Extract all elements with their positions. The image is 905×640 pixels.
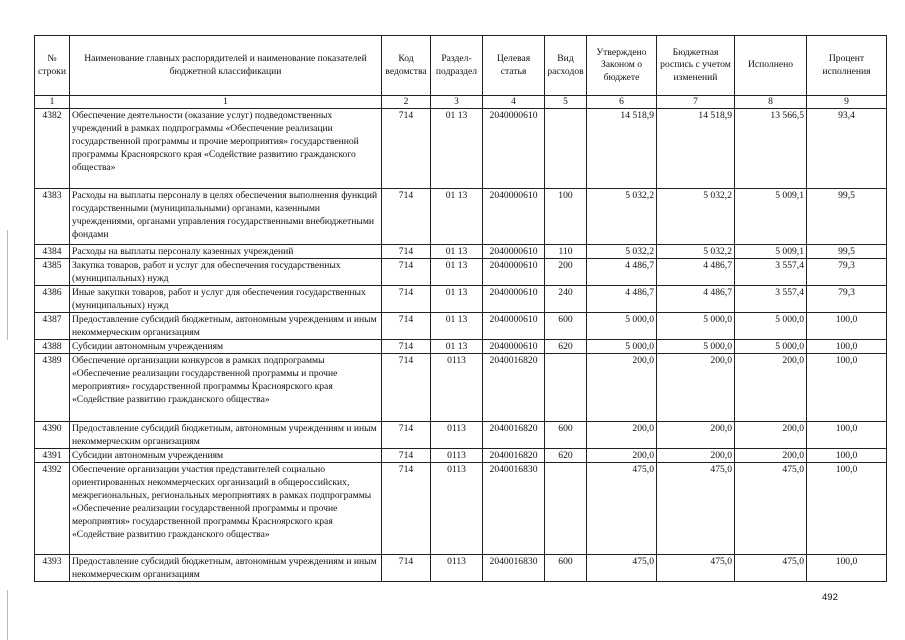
row-target-article: 2040016830 (483, 463, 545, 555)
row-schedule: 5 000,0 (657, 313, 735, 340)
row-executed: 13 566,5 (735, 109, 807, 189)
header-row (35, 36, 887, 96)
row-executed: 3 557,4 (735, 259, 807, 286)
row-dept-code: 714 (382, 555, 431, 582)
table-row (35, 555, 887, 582)
row-dept-code: 714 (382, 449, 431, 463)
column-number-row (35, 96, 887, 109)
table-row (35, 354, 887, 422)
row-dept-code: 714 (382, 354, 431, 422)
row-expense-type: 600 (545, 555, 587, 582)
column-number: 3 (431, 96, 483, 109)
row-approved: 14 518,9 (587, 109, 657, 189)
row-name: Предоставление субсидий бюджетным, автономным учреждениям и иным некоммерческим организациям (70, 313, 382, 340)
row-executed: 5 000,0 (735, 340, 807, 354)
table-row (35, 340, 887, 354)
row-section: 01 13 (431, 286, 483, 313)
row-expense-type: 600 (545, 313, 587, 340)
row-schedule: 14 518,9 (657, 109, 735, 189)
row-schedule: 200,0 (657, 422, 735, 449)
row-percent: 100,0 (807, 449, 887, 463)
row-section: 0113 (431, 463, 483, 555)
row-section: 01 13 (431, 259, 483, 286)
row-target-article: 2040000610 (483, 313, 545, 340)
column-number: 1 (70, 96, 382, 109)
column-number: 5 (545, 96, 587, 109)
row-target-article: 2040000610 (483, 109, 545, 189)
row-expense-type (545, 463, 587, 555)
row-target-article: 2040016820 (483, 354, 545, 422)
row-percent: 99,5 (807, 245, 887, 259)
row-name: Расходы на выплаты персоналу в целях обеспечения выполнения функций государственными (муниципальными) органами, казенными учреждениями, органами управления государственными внебюджетными фондами (70, 189, 382, 245)
row-approved: 200,0 (587, 422, 657, 449)
row-executed: 5 000,0 (735, 313, 807, 340)
row-name: Расходы на выплаты персоналу казенных учреждений (70, 245, 382, 259)
table-row (35, 463, 887, 555)
row-percent: 100,0 (807, 354, 887, 422)
header-percent: Процент исполнения (807, 36, 887, 96)
column-number: 1 (35, 96, 70, 109)
row-dept-code: 714 (382, 313, 431, 340)
row-dept-code: 714 (382, 109, 431, 189)
row-number: 4388 (35, 340, 70, 354)
row-name: Закупка товаров, работ и услуг для обеспечения государственных (муниципальных) нужд (70, 259, 382, 286)
row-target-article: 2040000610 (483, 245, 545, 259)
row-executed: 5 009,1 (735, 189, 807, 245)
row-expense-type (545, 109, 587, 189)
row-section: 0113 (431, 555, 483, 582)
header-executed: Исполнено (735, 36, 807, 96)
row-section: 01 13 (431, 340, 483, 354)
row-target-article: 2040000610 (483, 286, 545, 313)
row-number: 4390 (35, 422, 70, 449)
row-schedule: 4 486,7 (657, 286, 735, 313)
table-row (35, 259, 887, 286)
row-percent: 100,0 (807, 340, 887, 354)
column-number: 4 (483, 96, 545, 109)
row-percent: 79,3 (807, 286, 887, 313)
column-number: 6 (587, 96, 657, 109)
header-name: Наименование главных распорядителей и наименование показателей бюджетной классификации (70, 36, 382, 96)
table-row (35, 313, 887, 340)
row-expense-type: 600 (545, 422, 587, 449)
row-dept-code: 714 (382, 189, 431, 245)
row-approved: 200,0 (587, 354, 657, 422)
row-percent: 100,0 (807, 555, 887, 582)
row-approved: 5 032,2 (587, 189, 657, 245)
row-executed: 475,0 (735, 555, 807, 582)
row-approved: 5 000,0 (587, 340, 657, 354)
row-percent: 100,0 (807, 313, 887, 340)
row-executed: 200,0 (735, 449, 807, 463)
row-number: 4386 (35, 286, 70, 313)
budget-execution-table (34, 35, 887, 582)
row-target-article: 2040000610 (483, 259, 545, 286)
row-executed: 200,0 (735, 354, 807, 422)
table-row (35, 109, 887, 189)
row-schedule: 200,0 (657, 449, 735, 463)
row-dept-code: 714 (382, 463, 431, 555)
table-row (35, 189, 887, 245)
row-percent: 99,5 (807, 189, 887, 245)
row-expense-type: 620 (545, 340, 587, 354)
row-number: 4392 (35, 463, 70, 555)
page-number: 492 (822, 592, 838, 603)
row-target-article: 2040016820 (483, 422, 545, 449)
row-expense-type: 200 (545, 259, 587, 286)
row-name: Предоставление субсидий бюджетным, автономным учреждениям и иным некоммерческим организациям (70, 555, 382, 582)
row-name: Предоставление субсидий бюджетным, автономным учреждениям и иным некоммерческим организациям (70, 422, 382, 449)
row-approved: 4 486,7 (587, 259, 657, 286)
row-expense-type: 620 (545, 449, 587, 463)
row-schedule: 475,0 (657, 463, 735, 555)
row-schedule: 5 032,2 (657, 245, 735, 259)
row-schedule: 5 000,0 (657, 340, 735, 354)
row-target-article: 2040000610 (483, 340, 545, 354)
row-number: 4382 (35, 109, 70, 189)
row-expense-type (545, 354, 587, 422)
header-section: Раздел-подраздел (431, 36, 483, 96)
row-percent: 100,0 (807, 463, 887, 555)
column-number: 7 (657, 96, 735, 109)
header-approved: Утверждено Законом о бюджете (587, 36, 657, 96)
row-number: 4384 (35, 245, 70, 259)
row-name: Обеспечение деятельности (оказание услуг) подведомственных учреждений в рамках подпрограммы «Обеспечение реализации государственной программы и прочие мероприятия» государственной программы Красноярского края «Содействие развитию гражданского общества» (70, 109, 382, 189)
row-number: 4389 (35, 354, 70, 422)
row-section: 0113 (431, 449, 483, 463)
row-expense-type: 240 (545, 286, 587, 313)
row-section: 01 13 (431, 109, 483, 189)
column-number: 8 (735, 96, 807, 109)
row-target-article: 2040016820 (483, 449, 545, 463)
row-approved: 4 486,7 (587, 286, 657, 313)
row-schedule: 5 032,2 (657, 189, 735, 245)
row-dept-code: 714 (382, 286, 431, 313)
row-dept-code: 714 (382, 340, 431, 354)
row-dept-code: 714 (382, 259, 431, 286)
row-percent: 93,4 (807, 109, 887, 189)
row-number: 4387 (35, 313, 70, 340)
scan-margin-line (7, 230, 8, 340)
header-budget-schedule: Бюджетная роспись с учетом изменений (657, 36, 735, 96)
header-target-article: Целевая статья (483, 36, 545, 96)
table-row (35, 286, 887, 313)
table-row (35, 449, 887, 463)
row-dept-code: 714 (382, 422, 431, 449)
row-target-article: 2040016830 (483, 555, 545, 582)
row-name: Обеспечение организации участия представителей социально ориентированных некоммерческих организаций в общероссийских, межрегиональных, региональных мероприятиях в рамках подпрограммы «Обеспечение реализации государственной программы и прочие мероприятия» государственной программы Красноярского края «Содействие развитию гражданского общества» (70, 463, 382, 555)
row-executed: 5 009,1 (735, 245, 807, 259)
row-number: 4391 (35, 449, 70, 463)
column-number: 9 (807, 96, 887, 109)
row-expense-type: 100 (545, 189, 587, 245)
row-name: Иные закупки товаров, работ и услуг для обеспечения государственных (муниципальных) нужд (70, 286, 382, 313)
row-schedule: 4 486,7 (657, 259, 735, 286)
column-number: 2 (382, 96, 431, 109)
header-expense-type: Вид расходов (545, 36, 587, 96)
row-approved: 5 000,0 (587, 313, 657, 340)
row-percent: 100,0 (807, 422, 887, 449)
row-name: Субсидии автономным учреждениям (70, 449, 382, 463)
row-number: 4383 (35, 189, 70, 245)
row-dept-code: 714 (382, 245, 431, 259)
row-section: 0113 (431, 354, 483, 422)
row-section: 01 13 (431, 189, 483, 245)
row-section: 0113 (431, 422, 483, 449)
row-schedule: 200,0 (657, 354, 735, 422)
row-number: 4393 (35, 555, 70, 582)
row-approved: 5 032,2 (587, 245, 657, 259)
row-name: Субсидии автономным учреждениям (70, 340, 382, 354)
header-row-no: № строки (35, 36, 70, 96)
row-number: 4385 (35, 259, 70, 286)
row-executed: 475,0 (735, 463, 807, 555)
scan-margin-line (7, 590, 8, 640)
row-executed: 3 557,4 (735, 286, 807, 313)
row-section: 01 13 (431, 313, 483, 340)
row-executed: 200,0 (735, 422, 807, 449)
header-dept-code: Код ведомства (382, 36, 431, 96)
row-section: 01 13 (431, 245, 483, 259)
row-approved: 200,0 (587, 449, 657, 463)
row-percent: 79,3 (807, 259, 887, 286)
row-name: Обеспечение организации конкурсов в рамках подпрограммы «Обеспечение реализации государственной программы и прочие мероприятия» государственной программы Красноярского края «Содействие развитию гражданского общества» (70, 354, 382, 422)
row-expense-type: 110 (545, 245, 587, 259)
row-approved: 475,0 (587, 555, 657, 582)
table-row (35, 422, 887, 449)
row-approved: 475,0 (587, 463, 657, 555)
row-target-article: 2040000610 (483, 189, 545, 245)
table-row (35, 245, 887, 259)
row-schedule: 475,0 (657, 555, 735, 582)
